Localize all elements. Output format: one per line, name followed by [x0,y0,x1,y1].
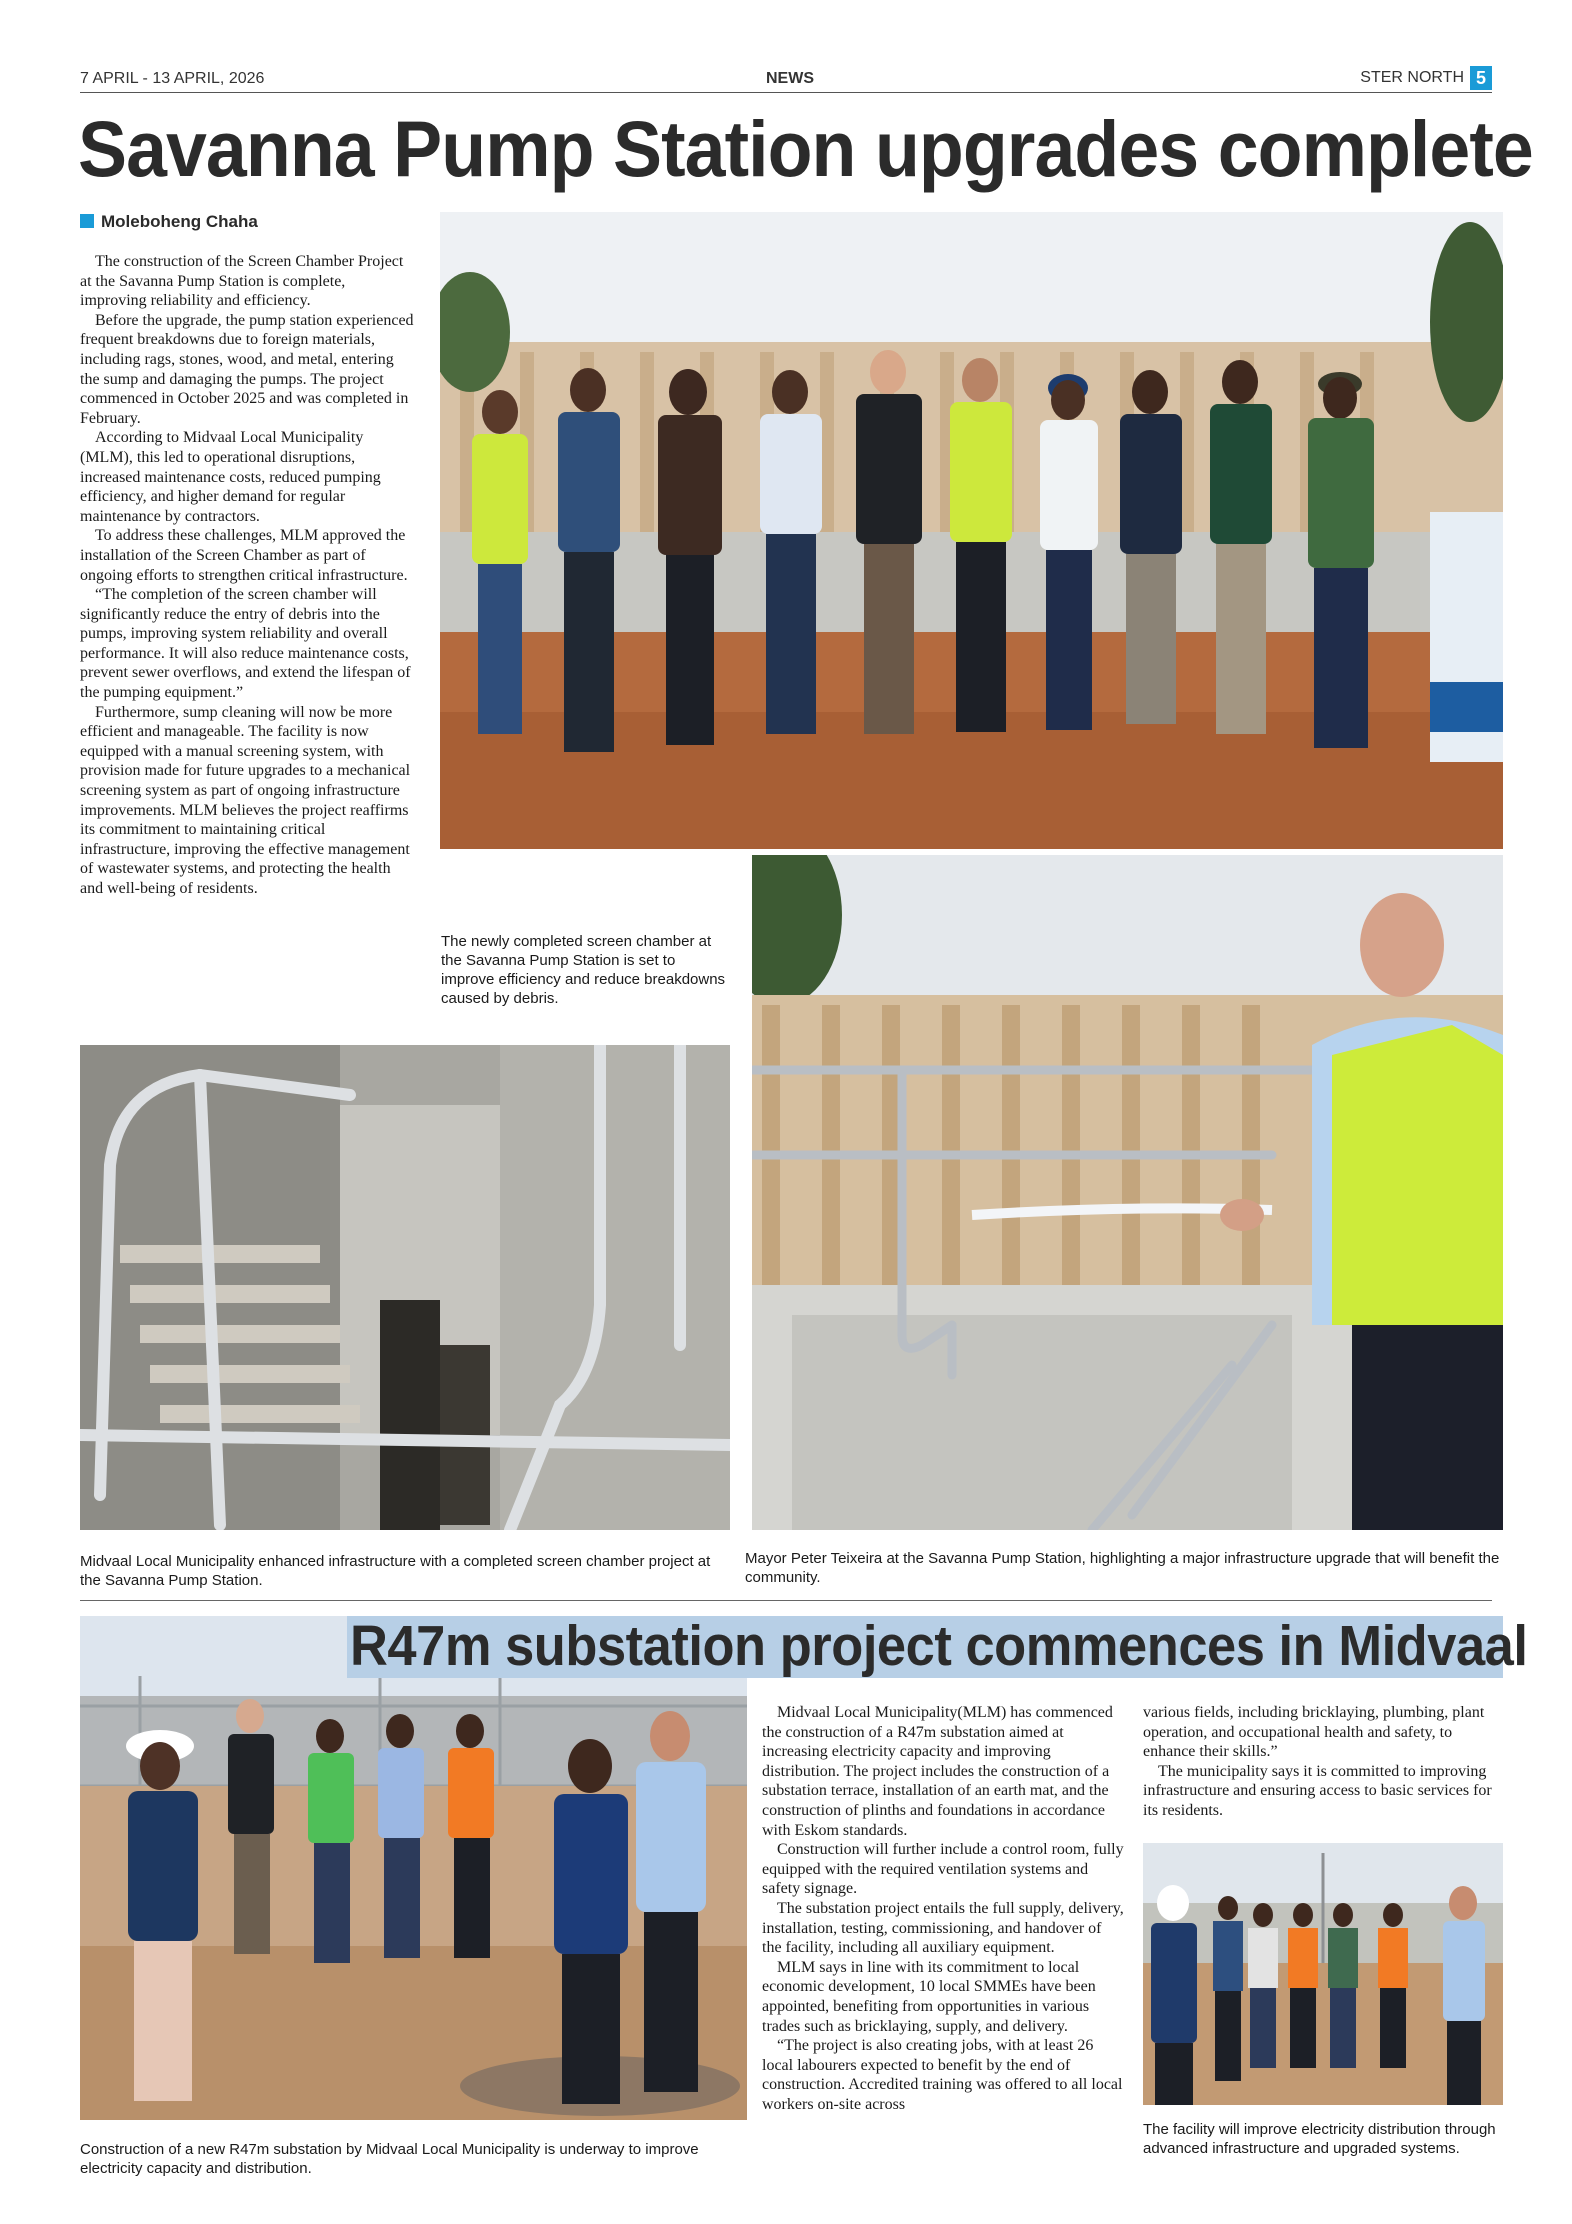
article2-paragraph: Midvaal Local Municipality(MLM) has commenced the construction of a R47m substation aimed at increasing electricity capacity and improving distribution. The project includes the construction of a substation terrace, installation of an earth mat, and the construction of plinths and foundations in accordance with Eskom standards. [762,1704,1113,1839]
section-label: NEWS [766,70,814,87]
mayor-photo-caption: Mayor Peter Teixeira at the Savanna Pump Station, highlighting a major infrastructure upgrade that will benefit the community. [745,1550,1500,1586]
article1-paragraph: To address these challenges, MLM approved the installation of the Screen Chamber as part of ongoing efforts to strengthen critical infrastructure. [80,527,408,584]
article1-paragraph: According to Midvaal Local Municipality (MLM), this led to operational disruptions, increased maintenance costs, reduced pumping efficiency, and higher demand for regular maintenance by contractors. [80,429,381,525]
group-photo-caption: The newly completed screen chamber at the Savanna Pump Station is set to improve efficiency and reduce breakdowns caused by debris. [441,933,726,1007]
article2-paragraph: Construction will further include a control room, fully equipped with the required ventilation systems and safety signage. [762,1841,1124,1898]
chamber-photo-caption: Midvaal Local Municipality enhanced infrastructure with a completed screen chamber project at the Savanna Pump Station. [80,1553,711,1589]
article1-body [80,252,415,899]
byline [80,212,258,232]
chamber-photo [80,1045,730,1530]
article2-paragraph: The substation project entails the full supply, delivery, installation, testing, commissioning, and handover of the facility, including all auxiliary equipment. [762,1899,1124,1957]
article1-paragraph: “The completion of the screen chamber will significantly reduce the entry of debris into the pumps, improving system reliability and overall performance. It will also reduce maintenance costs, prevent sewer overflows, and extend the lifespan of the pumping equipment.” [80,586,411,702]
substation-walk-caption: Construction of a new R47m substation by Midvaal Local Municipality is underway to improve electricity capacity and distribution. [80,2141,699,2177]
issue-date: 7 APRIL - 13 APRIL, 2026 [80,70,265,87]
group-photo [440,212,1503,849]
article1-paragraph: Furthermore, sump cleaning will now be more efficient and manageable. The facility is now equipped with a manual screening system, with provision made for future upgrades to a mechanical screening system as part of ongoing infrastructure improvements. MLM believes the project reaffirms its commitment to maintaining critical infrastructure, improving the effective management of wastewater systems, and protecting the health and well-being of residents. [80,703,411,897]
article1-headline: Savanna Pump Station upgrades complete [78,104,1533,193]
substation-site-caption: The facility will improve electricity distribution through advanced infrastructure and upgraded systems. [1143,2121,1496,2157]
article2-paragraph: “The project is also creating jobs, with at least 26 local labourers expected to benefit by the end of construction. Accredited training was offered to all local workers on-site across [762,2037,1123,2113]
mayor-photo [752,855,1503,1530]
article2-paragraph: various fields, including bricklaying, plumbing, plant operation, and occupational health and safety, to enhance their skills.” [1143,1704,1485,1761]
article2-column1 [762,1703,1124,2114]
article1-paragraph: Before the upgrade, the pump station experienced frequent breakdowns due to foreign materials, including rags, stones, wood, and metal, entering the sump and damaging the pumps. The project commenced in October 2025 and was completed in February. [80,311,414,427]
article1-paragraph: The construction of the Screen Chamber Project at the Savanna Pump Station is complete, improving reliability and efficiency. [80,253,404,310]
publication-title: STER NORTH [1360,69,1464,86]
article2-paragraph: The municipality says it is committed to improving infrastructure and ensuring access to basic services for its residents. [1143,1762,1492,1819]
byline-author: Moleboheng Chaha [101,212,258,231]
header-rule [80,92,1492,93]
publication-name [1360,66,1492,90]
page-number: 5 [1470,66,1492,90]
substation-walk-photo [80,1616,747,2120]
article2-paragraph: MLM says in line with its commitment to local economic development, 10 local SMMEs have been appointed, benefiting from opportunities in various trades such as bricklaying, supply, and delivery. [762,1958,1096,2035]
article2-column2 [1143,1703,1505,1821]
substation-site-photo [1143,1843,1503,2105]
article2-headline: R47m substation project commences in Midvaal [350,1614,1528,1678]
byline-marker [80,214,94,228]
section-divider [80,1600,1492,1601]
